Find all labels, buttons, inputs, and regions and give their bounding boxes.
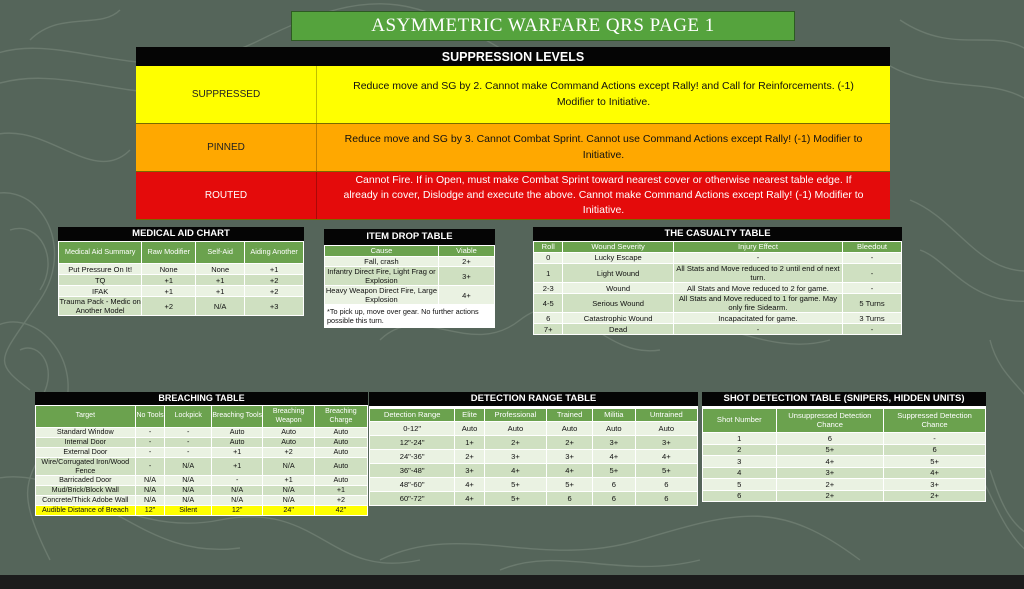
table-row <box>534 283 902 294</box>
table-cell: - <box>673 324 842 335</box>
table-row <box>36 448 368 458</box>
column-header: Aiding Another <box>245 242 304 264</box>
suppression-level-text: Reduce move and SG by 3. Cannot Combat Sprint. Cannot use Command Actions except Rally! (-1) Modifier to Initiative. <box>344 133 863 161</box>
table-cell: 6 <box>593 478 636 492</box>
column-header: Suppressed Detection Chance <box>884 409 986 433</box>
table-cell: 4+ <box>635 450 697 464</box>
table-cell: +1 <box>196 275 245 286</box>
table-cell: 4+ <box>455 478 485 492</box>
table-cell: N/A <box>263 496 314 506</box>
table-cell: - <box>884 433 986 445</box>
table-cell: Light Wound <box>563 264 673 283</box>
table-row <box>534 264 902 283</box>
suppression-levels-table <box>136 47 890 220</box>
column-header: Elite <box>455 409 485 422</box>
table-row <box>534 324 902 335</box>
table-cell: - <box>165 448 211 458</box>
table-cell: 42" <box>314 506 367 516</box>
column-header: Medical Aid Summary <box>59 242 142 264</box>
table-cell: +1 <box>142 275 196 286</box>
table-cell: Put Pressure On It! <box>59 264 142 275</box>
table-cell: Auto <box>314 438 367 448</box>
table-cell: Lucky Escape <box>563 253 673 264</box>
table-cell: - <box>135 458 165 476</box>
table-row <box>703 467 986 479</box>
table-cell: 6 <box>635 478 697 492</box>
suppression-heading: SUPPRESSION LEVELS <box>136 47 890 66</box>
table-cell: Dead <box>563 324 673 335</box>
table-cell: - <box>673 253 842 264</box>
table-cell: 5+ <box>547 478 593 492</box>
table-cell: N/A <box>211 486 262 496</box>
table-row <box>325 267 495 286</box>
table-cell: 2+ <box>884 490 986 502</box>
table-body <box>703 433 986 502</box>
table-cell: Barricaded Door <box>36 476 136 486</box>
item-drop-table <box>324 229 495 328</box>
column-header: Cause <box>325 246 439 257</box>
table-cell: N/A <box>263 486 314 496</box>
suppression-row-pinned <box>136 124 890 172</box>
table-cell: Standard Window <box>36 428 136 438</box>
detection-heading: DETECTION RANGE TABLE <box>369 392 698 406</box>
table-header-row <box>534 242 902 253</box>
table-cell: 3+ <box>455 464 485 478</box>
table-cell: Incapacitated for game. <box>673 313 842 324</box>
table-cell: 36"-48" <box>370 464 455 478</box>
table-row <box>59 275 304 286</box>
table-cell: IFAK <box>59 286 142 297</box>
table-cell: Auto <box>263 438 314 448</box>
table-cell: Mud/Brick/Block Wall <box>36 486 136 496</box>
table-cell: 5+ <box>484 478 546 492</box>
table-cell: 4+ <box>776 456 884 468</box>
suppression-row-suppressed <box>136 66 890 124</box>
bottom-bar <box>0 575 1024 589</box>
table-row <box>370 478 698 492</box>
table-cell: N/A <box>135 476 165 486</box>
column-header: Target <box>36 406 136 428</box>
table-cell: 4+ <box>593 450 636 464</box>
column-header: Breaching Weapon <box>263 406 314 428</box>
table-cell: None <box>196 264 245 275</box>
table-cell: Auto <box>593 422 636 436</box>
table-cell: Auto <box>484 422 546 436</box>
table-cell: Auto <box>314 458 367 476</box>
shot-detection-table <box>702 392 986 502</box>
table-cell: 48"-60" <box>370 478 455 492</box>
table-cell: N/A <box>165 458 211 476</box>
table-body <box>325 257 495 305</box>
table-cell: Wire/Corrugated Iron/Wood Fence <box>36 458 136 476</box>
suppression-level-label: SUPPRESSED <box>136 66 317 123</box>
table-cell: +1 <box>142 286 196 297</box>
table-cell: 3+ <box>484 450 546 464</box>
column-header: Roll <box>534 242 563 253</box>
table-row <box>703 490 986 502</box>
table-cell: 3 <box>703 456 777 468</box>
item-drop-heading: ITEM DROP TABLE <box>324 229 495 245</box>
table-cell: 3+ <box>438 267 494 286</box>
table-cell: 2 <box>703 444 777 456</box>
table-cell: - <box>843 283 902 294</box>
table-cell: None <box>142 264 196 275</box>
table-cell: 6 <box>534 313 563 324</box>
table-cell: 5+ <box>884 456 986 468</box>
suppression-level-label: PINNED <box>136 124 317 171</box>
table-cell: Catastrophic Wound <box>563 313 673 324</box>
table-cell: All Stats and Move reduced to 2 for game. <box>673 283 842 294</box>
table-cell: Silent <box>165 506 211 516</box>
column-header: Trained <box>547 409 593 422</box>
item-drop-note: *To pick up, move over gear. No further actions possible this turn. <box>324 305 495 328</box>
table-body <box>370 422 698 506</box>
table-cell: Serious Wound <box>563 294 673 313</box>
table-cell: N/A <box>135 496 165 506</box>
table-cell: N/A <box>263 458 314 476</box>
table-cell: Auto <box>314 476 367 486</box>
table-row <box>59 286 304 297</box>
table-cell: 1 <box>703 433 777 445</box>
suppression-level-text: Cannot Fire. If in Open, must make Combat Sprint toward nearest cover or otherwise nearest table edge. If already in cover, Dislodge and execute the above. Cannot make Command Actions except Rally! (-1) Modifier to Initiative. <box>343 173 864 217</box>
shot-detection-heading: SHOT DETECTION TABLE (SNIPERS, HIDDEN UNITS) <box>702 392 986 406</box>
table-row <box>59 264 304 275</box>
table-cell: All Stats and Move reduced to 2 until end of next turn. <box>673 264 842 283</box>
table-cell: N/A <box>165 486 211 496</box>
table-header-row <box>370 409 698 422</box>
table-cell: Concrete/Thick Adobe Wall <box>36 496 136 506</box>
table-header-row <box>59 242 304 264</box>
table-row <box>36 476 368 486</box>
table-cell: 6 <box>776 433 884 445</box>
column-header: Shot Number <box>703 409 777 433</box>
table-cell: 2-3 <box>534 283 563 294</box>
table-row <box>325 257 495 267</box>
column-header: Lockpick <box>165 406 211 428</box>
table-cell: 2+ <box>455 450 485 464</box>
table-cell: N/A <box>165 476 211 486</box>
table-cell: - <box>135 448 165 458</box>
table-cell: Auto <box>263 428 314 438</box>
table-cell: +1 <box>314 486 367 496</box>
table-row <box>36 438 368 448</box>
table-cell: - <box>135 428 165 438</box>
table-cell: 2+ <box>438 257 494 267</box>
table-row <box>370 492 698 506</box>
table-body <box>36 428 368 516</box>
table-row <box>534 294 902 313</box>
table-cell: 4+ <box>438 286 494 305</box>
table-body <box>534 253 902 335</box>
table-cell: 5+ <box>635 464 697 478</box>
table-cell: - <box>843 264 902 283</box>
table-row <box>370 450 698 464</box>
table-cell: Auto <box>547 422 593 436</box>
table-cell: Wound <box>563 283 673 294</box>
table-cell: 2+ <box>776 490 884 502</box>
table-cell: Internal Door <box>36 438 136 448</box>
table-cell: 5+ <box>484 492 546 506</box>
table-cell: 12" <box>211 506 262 516</box>
table-cell: 4+ <box>547 464 593 478</box>
table-cell: N/A <box>211 496 262 506</box>
column-header: Injury Effect <box>673 242 842 253</box>
column-header: Militia <box>593 409 636 422</box>
table-cell: +2 <box>142 297 196 316</box>
table-cell: 6 <box>547 492 593 506</box>
table-row <box>36 506 368 516</box>
table-cell: 1 <box>534 264 563 283</box>
table-cell: 12"-24" <box>370 436 455 450</box>
table-cell: +1 <box>196 286 245 297</box>
table-cell: +2 <box>245 286 304 297</box>
table-header-row <box>325 246 495 257</box>
table-cell: - <box>165 438 211 448</box>
table-row <box>36 486 368 496</box>
table-cell: - <box>165 428 211 438</box>
table-cell: 5 <box>703 479 777 491</box>
table-cell: 60"-72" <box>370 492 455 506</box>
column-header: Professional <box>484 409 546 422</box>
column-header: Unsuppressed Detection Chance <box>776 409 884 433</box>
table-row <box>703 433 986 445</box>
table-cell: 4+ <box>455 492 485 506</box>
table-cell: 3+ <box>547 450 593 464</box>
table-row <box>36 496 368 506</box>
table-cell: 5 Turns <box>843 294 902 313</box>
table-cell: 2+ <box>547 436 593 450</box>
table-row <box>370 422 698 436</box>
table-cell: 24" <box>263 506 314 516</box>
table-cell: Auto <box>455 422 485 436</box>
table-cell: 2+ <box>484 436 546 450</box>
table-cell: +1 <box>245 264 304 275</box>
column-header: Bleedout <box>843 242 902 253</box>
table-cell: 3 Turns <box>843 313 902 324</box>
table-row <box>534 253 902 264</box>
table-row <box>36 428 368 438</box>
table-cell: Auto <box>314 448 367 458</box>
table-row <box>703 444 986 456</box>
page-title: ASYMMETRIC WARFARE QRS PAGE 1 <box>291 11 795 41</box>
table-row <box>36 458 368 476</box>
table-row <box>370 464 698 478</box>
table-cell: All Stats and Move reduced to 1 for game. May only fire Sidearm. <box>673 294 842 313</box>
table-cell: +3 <box>245 297 304 316</box>
table-cell: - <box>211 476 262 486</box>
table-cell: 5+ <box>593 464 636 478</box>
column-header: Wound Severity <box>563 242 673 253</box>
table-cell: - <box>135 438 165 448</box>
table-cell: Heavy Weapon Direct Fire, Large Explosion <box>325 286 438 304</box>
column-header: Viable <box>438 246 494 257</box>
table-body <box>59 264 304 316</box>
table-cell: External Door <box>36 448 136 458</box>
table-row <box>370 436 698 450</box>
table-header-row <box>36 406 368 428</box>
table-cell: 5+ <box>776 444 884 456</box>
suppression-level-text: Reduce move and SG by 2. Cannot make Command Actions except Rally! and Call for Reinforcements. (-1) Modifier to Initiative. <box>353 80 854 108</box>
table-cell: Infantry Direct Fire, Light Frag or Explosion <box>325 267 439 286</box>
table-cell: 4 <box>703 467 777 479</box>
table-header-row <box>703 409 986 433</box>
table-cell: 6 <box>635 492 697 506</box>
table-cell: Auto <box>314 428 367 438</box>
table-row <box>325 286 495 305</box>
table-row <box>703 479 986 491</box>
table-cell: Auto <box>211 438 262 448</box>
column-header: Breaching Charge <box>314 406 367 428</box>
table-cell: N/A <box>135 486 165 496</box>
breaching-table <box>35 392 368 516</box>
table-cell: 3+ <box>776 467 884 479</box>
table-row <box>59 297 304 316</box>
medical-aid-chart <box>58 227 304 316</box>
table-cell: - <box>843 253 902 264</box>
suppression-level-label: ROUTED <box>136 172 317 219</box>
column-header: Untrained <box>635 409 697 422</box>
table-cell: Fall, crash <box>325 257 439 267</box>
column-header: Raw Modifier <box>142 242 196 264</box>
table-cell: +2 <box>245 275 304 286</box>
table-cell: Auto <box>635 422 697 436</box>
table-cell: +1 <box>211 458 262 476</box>
detection-range-table <box>369 392 698 506</box>
table-cell: 4+ <box>484 464 546 478</box>
table-cell: 7+ <box>534 324 563 335</box>
table-cell: 3+ <box>635 436 697 450</box>
casualty-table <box>533 227 902 335</box>
table-cell: +1 <box>211 448 262 458</box>
column-header: Detection Range <box>370 409 455 422</box>
casualty-heading: THE CASUALTY TABLE <box>533 227 902 241</box>
table-row <box>534 313 902 324</box>
table-cell: 0-12" <box>370 422 455 436</box>
table-cell: 6 <box>884 444 986 456</box>
medical-aid-heading: MEDICAL AID CHART <box>58 227 304 241</box>
table-cell: Trauma Pack - Medic on Another Model <box>59 297 141 315</box>
column-header: No Tools <box>135 406 165 428</box>
breaching-heading: BREACHING TABLE <box>35 392 368 405</box>
table-cell: 6 <box>703 490 777 502</box>
table-cell: +2 <box>263 448 314 458</box>
table-cell: 24"-36" <box>370 450 455 464</box>
table-cell: TQ <box>59 275 142 286</box>
table-cell: 0 <box>534 253 563 264</box>
table-cell: Audible Distance of Breach <box>36 506 136 516</box>
table-cell: 4+ <box>884 467 986 479</box>
table-cell: 3+ <box>593 436 636 450</box>
column-header: Self-Aid <box>196 242 245 264</box>
column-header: Breaching Tools <box>211 406 262 428</box>
table-cell: 6 <box>593 492 636 506</box>
table-row <box>703 456 986 468</box>
suppression-row-routed <box>136 172 890 220</box>
table-cell: +2 <box>314 496 367 506</box>
table-cell: 3+ <box>884 479 986 491</box>
table-cell: - <box>843 324 902 335</box>
table-cell: N/A <box>196 297 245 316</box>
table-cell: N/A <box>165 496 211 506</box>
table-cell: 12" <box>135 506 165 516</box>
table-cell: 1+ <box>455 436 485 450</box>
table-cell: +1 <box>263 476 314 486</box>
table-cell: Auto <box>211 428 262 438</box>
table-cell: 2+ <box>776 479 884 491</box>
table-cell: 4-5 <box>534 294 563 313</box>
